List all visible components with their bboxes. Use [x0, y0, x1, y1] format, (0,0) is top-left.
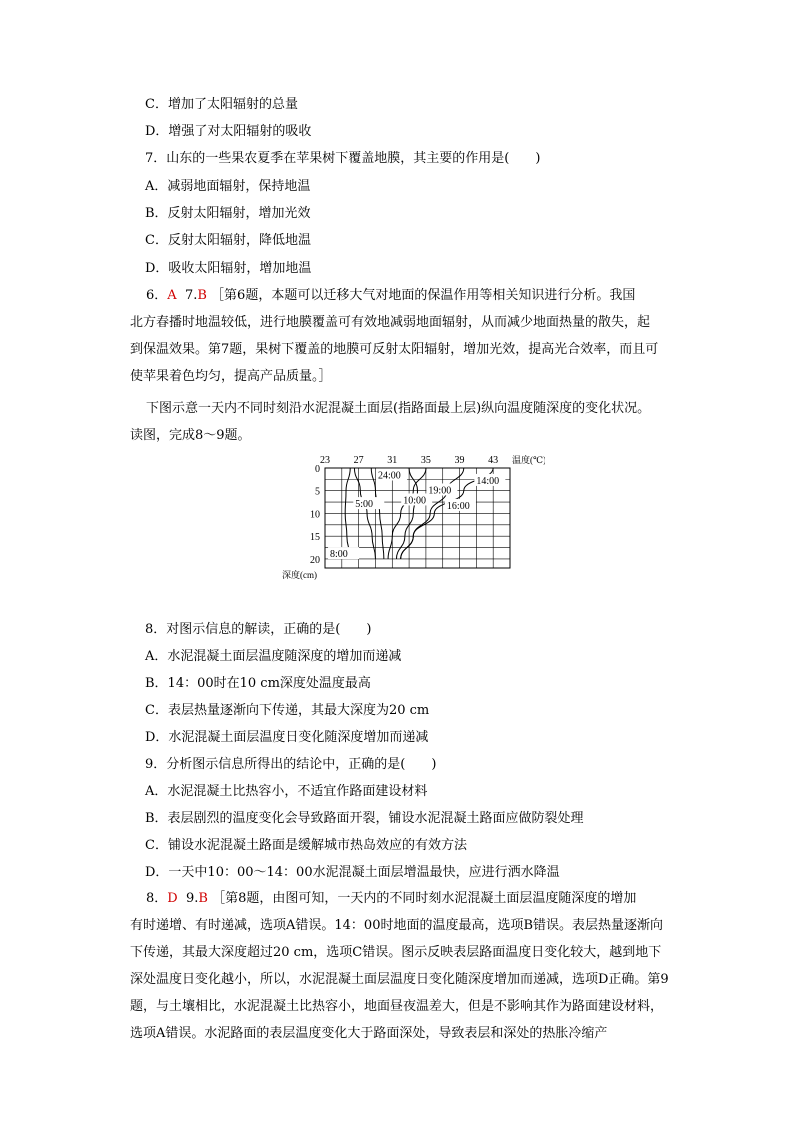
answer-block-6-7	[130, 282, 660, 390]
x-tick-label: 39	[454, 455, 465, 466]
x-tick-label: 27	[353, 455, 364, 466]
option-8d: D．水泥混凝土面层温度日变化随深度增加而递减	[145, 730, 429, 745]
question-8-stem: 8．对图示信息的解读，正确的是( )	[145, 622, 372, 637]
answer-num-9: 9.	[185, 891, 199, 906]
explanation-6-7-rest: 北方春播时地温较低，进行地膜覆盖可有效地减弱地面辐射，从而减少地面热量的散失，起到保温效果。第7题，果树下覆盖的地膜可反射太阳辐射，增加光效，提高光合效率，而且可使苹果着色均匀，提高产品质量。］	[130, 315, 659, 384]
option-9c: C．铺设水泥混凝土路面是缓解城市热岛效应的有效方法	[145, 838, 467, 853]
answer-9: B	[198, 891, 208, 906]
x-tick-label: 31	[387, 455, 398, 466]
curve-label: 8:00	[330, 549, 348, 561]
option-8a: A．水泥混凝土面层温度随深度的增加而递减	[145, 649, 402, 664]
x-axis-label: 温度(℃)	[512, 455, 545, 465]
chart-svg	[280, 450, 545, 580]
y-tick-label: 5	[315, 486, 320, 498]
answer-num-6: 6．	[146, 288, 168, 303]
curve-label: 5:00	[355, 499, 374, 511]
intro-line2: 读图，完成8～9题。	[130, 428, 251, 443]
y-axis-label: 深度(cm)	[282, 570, 317, 580]
y-tick-label: 0	[315, 464, 320, 475]
option-7c: C．反射太阳辐射，降低地温	[145, 233, 311, 248]
option-9b: B．表层剧烈的温度变化会导致路面开裂，铺设水泥混凝土路面应做防裂处理	[145, 811, 584, 826]
answer-7: B	[197, 288, 207, 303]
option-6c: C．增加了太阳辐射的总量	[145, 97, 298, 112]
curve-label: 19:00	[428, 485, 452, 497]
x-tick-label: 23	[320, 455, 330, 466]
curve-label: 14:00	[476, 475, 500, 487]
intro-8-9	[130, 395, 670, 449]
option-8b: B．14：00时在10 cm深度处温度最高	[145, 676, 371, 691]
option-9a: A．水泥混凝土比热容小，不适宜作路面建设材料	[145, 784, 428, 799]
temperature-depth-figure	[280, 450, 545, 580]
option-9d: D．一天中10：00～14：00水泥混凝土面层增温最快，应进行洒水降温	[145, 865, 560, 880]
answer-num-7: 7.	[184, 288, 198, 303]
intro-line1: 下图示意一天内不同时刻沿水泥混凝土面层(指路面最上层)纵向温度随深度的变化状况。	[146, 401, 651, 416]
explanation-8-9-rest: 有时递增、有时递减，选项A错误。14：00时地面的温度最高，选项B错误。表层热量逐渐向下传递，其最大深度超过20 cm，选项C错误。图示反映表层路面温度日变化较大，越到地下深处温度日变化越小，所以，水泥混凝土面层温度日变化随深度增加而递减，选项D正确。第9题，与土壤相比，水泥混凝土比热容小，地面昼夜温差大，但是不影响其作为路面建设材料，选项A错误。水泥路面的表层温度变化大于路面深处，导致表层和深处的热胀冷缩产	[130, 918, 669, 1041]
option-8c: C．表层热量逐渐向下传递，其最大深度为20 cm	[145, 703, 430, 718]
x-tick-label: 35	[420, 455, 431, 466]
curve-label: 24:00	[377, 470, 401, 482]
answer-6: A	[167, 288, 177, 303]
curve-label: 16:00	[446, 500, 470, 512]
question-7-stem: 7．山东的一些果农夏季在苹果树下覆盖地膜，其主要的作用是( )	[145, 151, 541, 166]
explanation-8-9-line1: ［第8题，由图可知，一天内的不同时刻水泥混凝土面层温度随深度的增加	[212, 891, 637, 906]
answer-num-8: 8．	[146, 891, 168, 906]
x-tick-label: 43	[488, 455, 499, 466]
curve-label: 10:00	[403, 495, 426, 507]
option-7d: D．吸收太阳辐射，增加地温	[145, 261, 312, 276]
y-tick-label: 10	[310, 509, 320, 521]
option-7b: B．反射太阳辐射，增加光效	[145, 206, 311, 221]
answer-8: D	[167, 891, 178, 906]
y-tick-label: 15	[310, 532, 320, 544]
option-6d: D．增强了对太阳辐射的吸收	[145, 124, 312, 139]
question-9-stem: 9．分析图示信息所得出的结论中，正确的是( )	[145, 757, 437, 772]
answer-block-8-9	[130, 885, 670, 1047]
y-tick-label: 20	[310, 554, 320, 566]
explanation-6-7-line1: ［第6题，本题可以迁移大气对地面的保温作用等相关知识进行分析。我国	[211, 288, 636, 303]
option-7a: A．减弱地面辐射，保持地温	[145, 179, 311, 194]
